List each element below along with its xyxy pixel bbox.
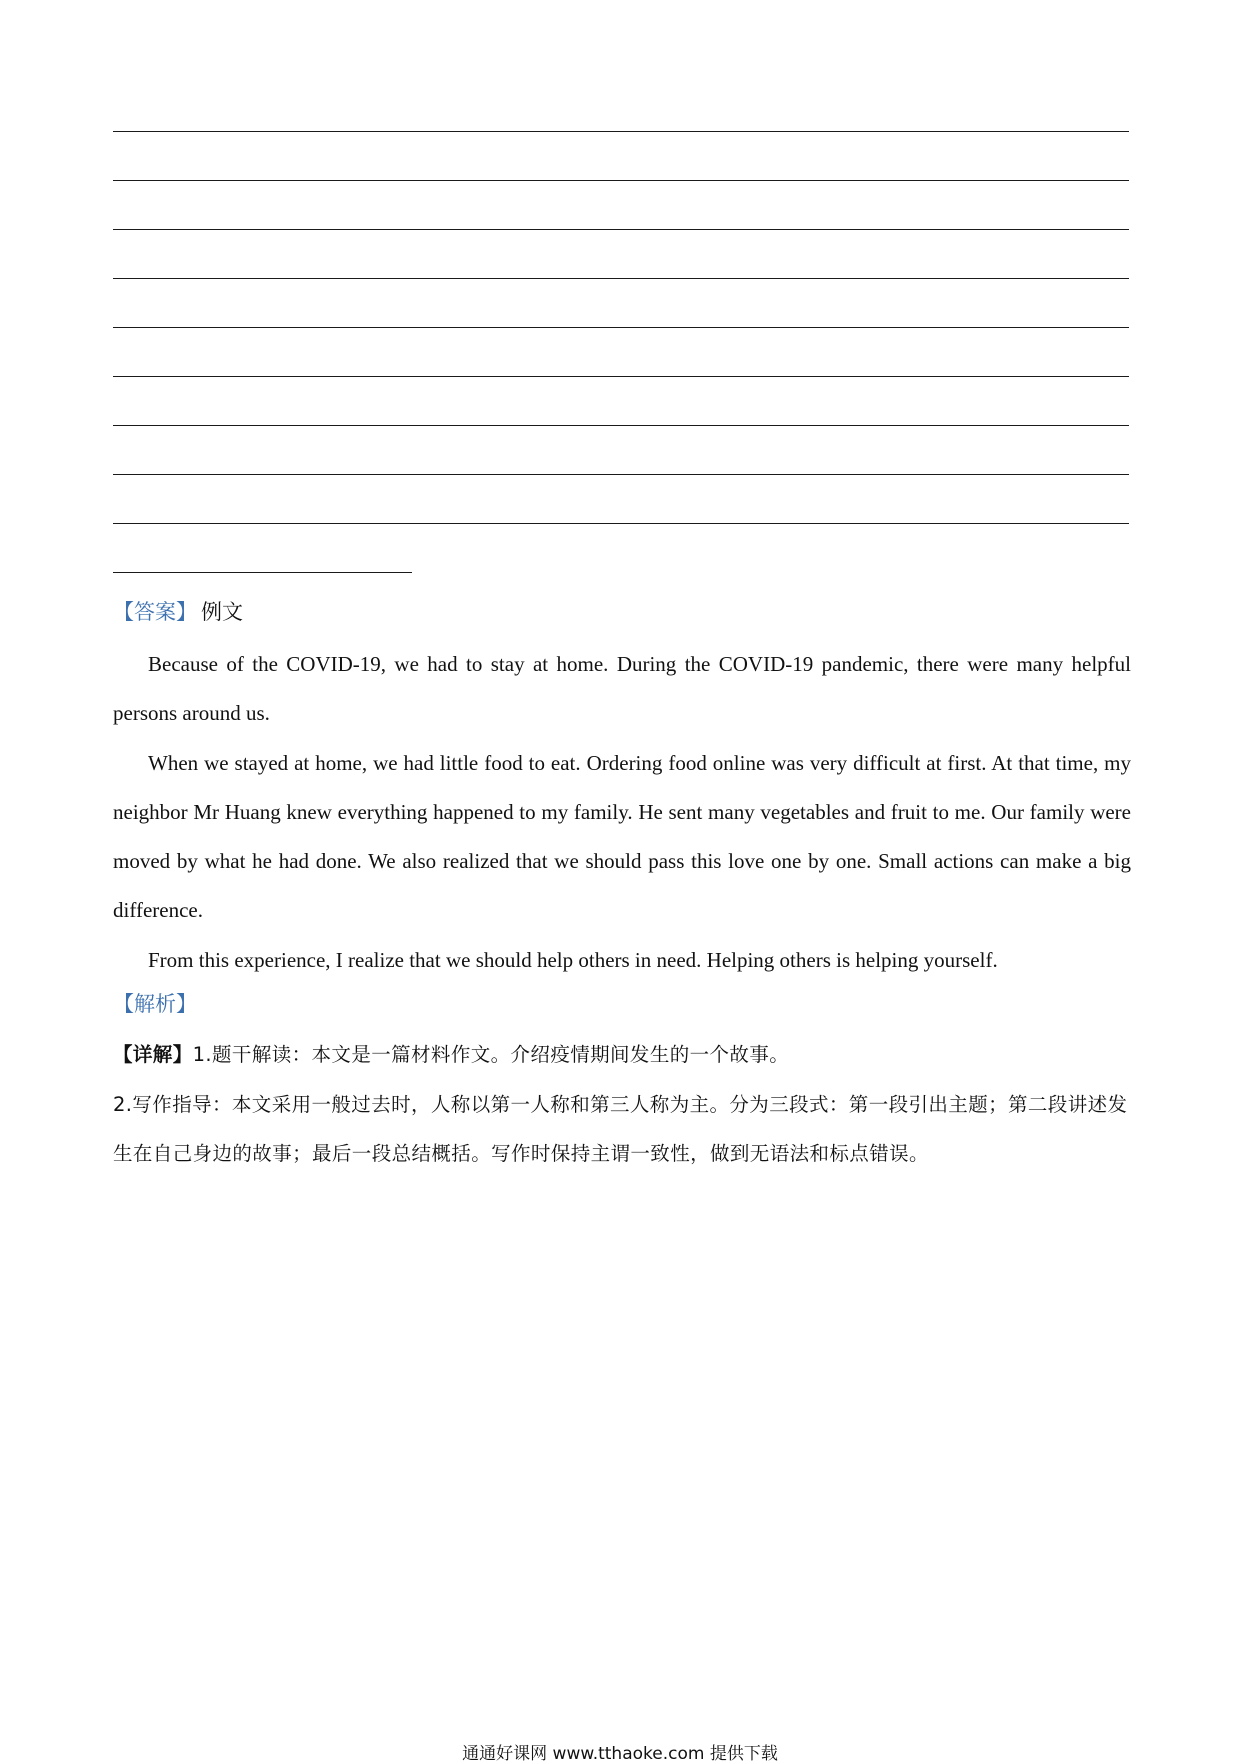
analysis-heading: [113, 989, 1131, 1019]
answer-label: 【答案】: [113, 600, 197, 624]
writing-line: [113, 229, 1129, 230]
sample-essay: [113, 640, 1131, 985]
detail-label: 【详解】: [113, 1043, 193, 1066]
essay-paragraph-3: From this experience, I realize that we should help others in need. Helping others is helping yourself.: [148, 947, 998, 972]
answer-heading: [113, 597, 1131, 627]
analysis-detail: [113, 1030, 1131, 1179]
writing-line: [113, 131, 1129, 132]
writing-line: [113, 180, 1129, 181]
analysis-point-2: 2.写作指导：本文采用一般过去时，人称以第一人称和第三人称为主。分为三段式：第一段引出主题；第二段讲述发生在自己身边的故事；最后一段总结概括。写作时保持主谓一致性，做到无语法和标点错误。: [113, 1092, 1128, 1165]
writing-line: [113, 376, 1129, 377]
footer-credit: 通通好课网 www.tthaoke.com 提供下载: [462, 1744, 778, 1764]
writing-line: [113, 327, 1129, 328]
writing-line: [113, 425, 1129, 426]
analysis-label: 【解析】: [113, 992, 197, 1016]
writing-line-short: [113, 572, 412, 573]
essay-paragraph-1: Because of the COVID-19, we had to stay at home. During the COVID-19 pandemic, there were many helpful persons around us.: [113, 652, 1131, 726]
writing-line: [113, 474, 1129, 475]
writing-line: [113, 523, 1129, 524]
answer-title: 例文: [201, 600, 243, 624]
writing-line: [113, 278, 1129, 279]
answer-writing-lines: [0, 0, 1240, 600]
essay-paragraph-2: When we stayed at home, we had little food to eat. Ordering food online was very difficult at first. At that time, my neighbor Mr Huang knew everything happened to my family. He sent many vegetables and fruit to me. Our family were moved by what he had done. We also realized that we should pass this love one by one. Small actions can make a big difference.: [113, 750, 1131, 923]
analysis-point-1: [113, 1030, 1131, 1080]
analysis-point-1-text: 1.题干解读：本文是一篇材料作文。介绍疫情期间发生的一个故事。: [192, 1043, 790, 1066]
